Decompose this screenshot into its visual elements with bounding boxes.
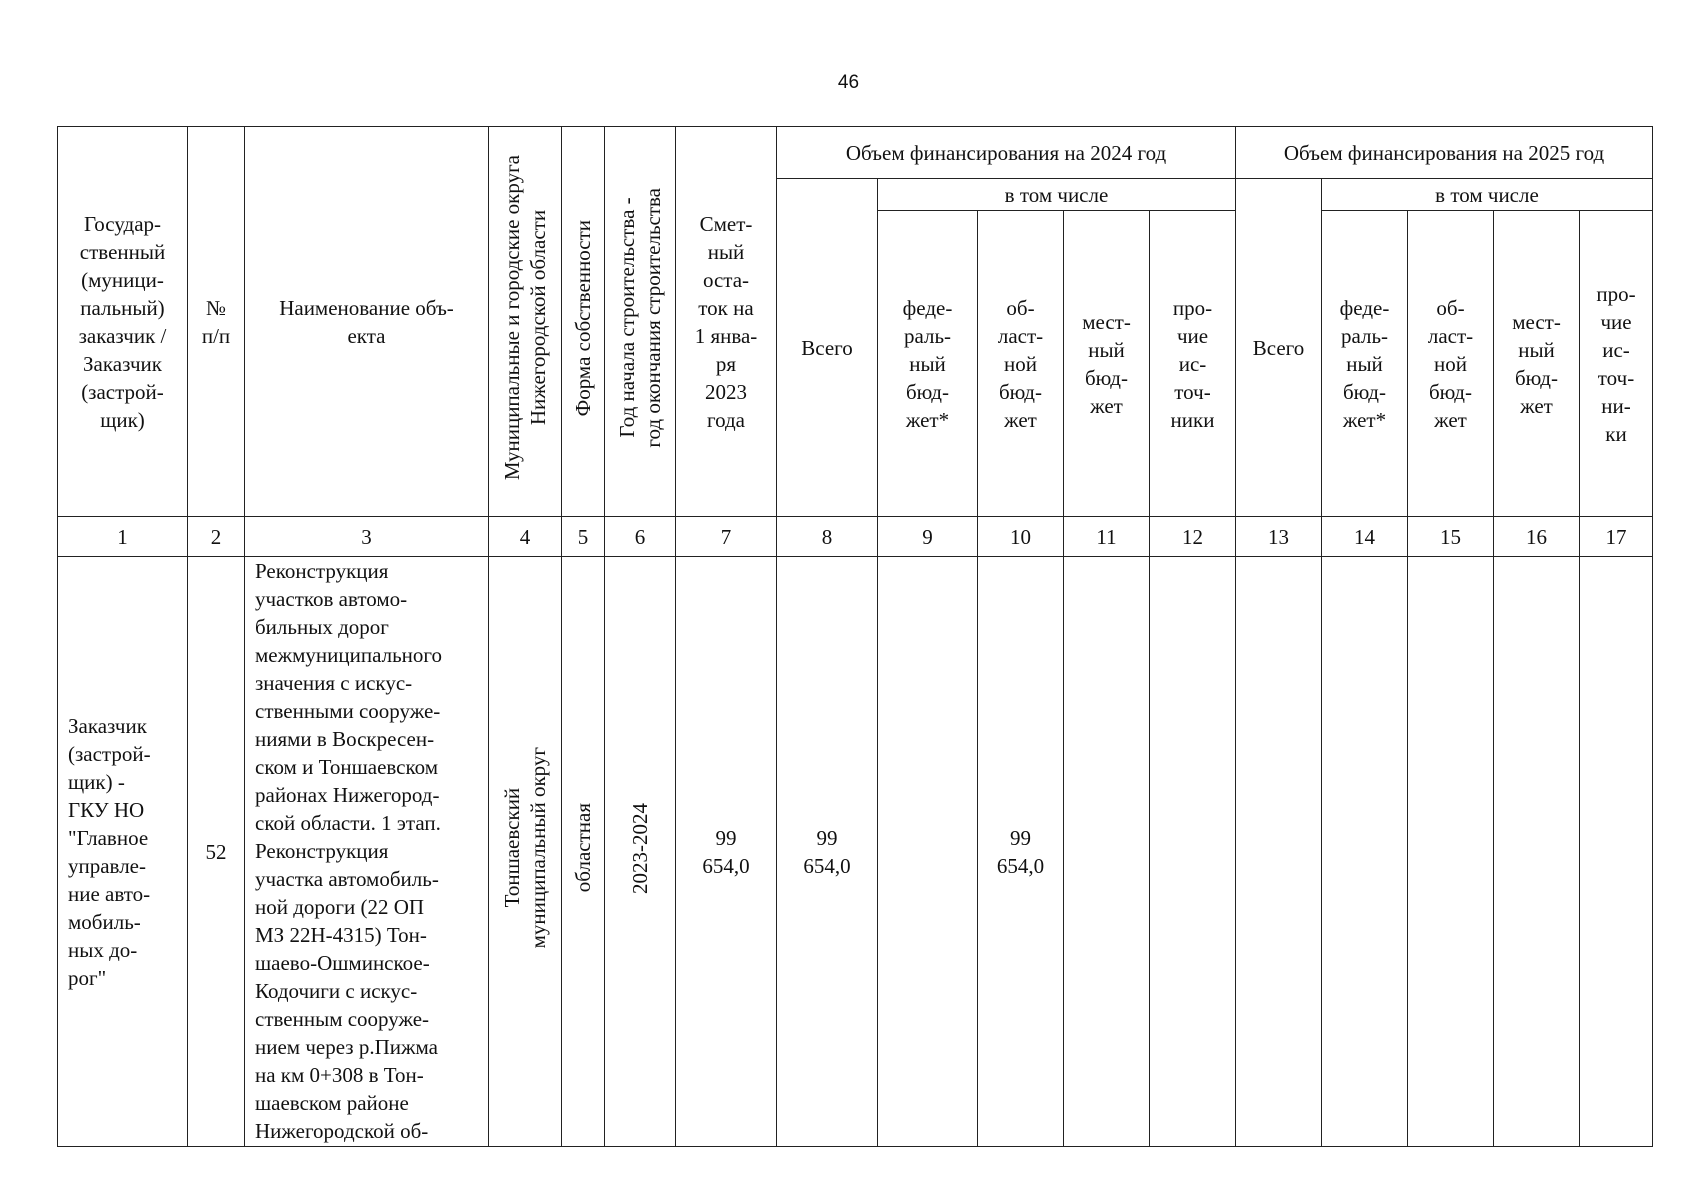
header-including-2024: в том числе: [878, 179, 1236, 211]
cell-ownership: областная: [562, 557, 605, 1147]
page-number: 46: [837, 72, 860, 93]
header-remaining: Смет- ный оста- ток на 1 янва- ря 2023 года: [676, 127, 777, 517]
header-regional-2025: об- ласт- ной бюд- жет: [1408, 211, 1494, 517]
column-number: 17: [1580, 517, 1653, 557]
cell-customer: Заказчик (застрой- щик) - ГКУ НО "Главное управле- ние авто- мобиль- ных до- рог": [58, 557, 188, 1147]
financing-table: [57, 126, 1653, 1147]
header-group-2025: Объем финансирования на 2025 год: [1236, 127, 1653, 179]
column-number: 15: [1408, 517, 1494, 557]
cell-regional-2024: 99 654,0: [978, 557, 1064, 1147]
cell-district: Тоншаевский муниципальный округ: [489, 557, 562, 1147]
cell-local-2024: [1064, 557, 1150, 1147]
header-other-2025: про- чие ис- точ- ни- ки: [1580, 211, 1653, 517]
header-local-2024: мест- ный бюд- жет: [1064, 211, 1150, 517]
header-customer: Государ- ственный (муници- пальный) заказчик / Заказчик (застрой- щик): [58, 127, 188, 517]
header-including-2025: в том числе: [1322, 179, 1653, 211]
column-number: 5: [562, 517, 605, 557]
header-local-2025: мест- ный бюд- жет: [1494, 211, 1580, 517]
cell-regional-2025: [1408, 557, 1494, 1147]
header-federal-2024: феде- раль- ный бюд- жет*: [878, 211, 978, 517]
header-group-2024: Объем финансирования на 2024 год: [777, 127, 1236, 179]
cell-federal-2024: [878, 557, 978, 1147]
header-regional-2024: об- ласт- ной бюд- жет: [978, 211, 1064, 517]
column-number: 8: [777, 517, 878, 557]
header-object-name: Наименование объ- екта: [245, 127, 489, 517]
column-number: 16: [1494, 517, 1580, 557]
column-number: 11: [1064, 517, 1150, 557]
cell-local-2025: [1494, 557, 1580, 1147]
cell-other-2025: [1580, 557, 1653, 1147]
column-numbers-row: [58, 517, 1653, 557]
cell-federal-2025: [1322, 557, 1408, 1147]
cell-object-name: Реконструкция участков автомо- бильных дорог межмуниципального значения с искус- ственными сооруже- ниями в Воскресен- ском и Тоншаевском районах Нижегород- ской области. 1 этап. Реконструкция участка автомобиль- ной дороги (22 ОП МЗ 22Н-4315) Тон- шаево-Ошминское- Кодочиги с искус- ственным сооруже- нием через р.Пижма на км 0+308 в Тон- шаевском районе Нижегородской об-: [245, 557, 489, 1147]
header-years: Год начала строительства - год окончания строительства: [605, 127, 676, 517]
header-ownership: Форма собственности: [562, 127, 605, 517]
column-number: 6: [605, 517, 676, 557]
column-number: 7: [676, 517, 777, 557]
cell-number: 52: [188, 557, 245, 1147]
cell-total-2024: 99 654,0: [777, 557, 878, 1147]
cell-remaining: 99 654,0: [676, 557, 777, 1147]
column-number: 12: [1150, 517, 1236, 557]
column-number: 14: [1322, 517, 1408, 557]
cell-years: 2023-2024: [605, 557, 676, 1147]
column-number: 13: [1236, 517, 1322, 557]
header-number: № п/п: [188, 127, 245, 517]
header-district: Муниципальные и городские округа Нижегородской области: [489, 127, 562, 517]
column-number: 4: [489, 517, 562, 557]
cell-total-2025: [1236, 557, 1322, 1147]
table-row: [58, 557, 1653, 1147]
cell-other-2024: [1150, 557, 1236, 1147]
header-total-2024: Всего: [777, 179, 878, 517]
column-number: 1: [58, 517, 188, 557]
header-total-2025: Всего: [1236, 179, 1322, 517]
header-other-2024: про- чие ис- точ- ники: [1150, 211, 1236, 517]
header-federal-2025: феде- раль- ный бюд- жет*: [1322, 211, 1408, 517]
column-number: 3: [245, 517, 489, 557]
column-number: 2: [188, 517, 245, 557]
column-number: 10: [978, 517, 1064, 557]
column-number: 9: [878, 517, 978, 557]
